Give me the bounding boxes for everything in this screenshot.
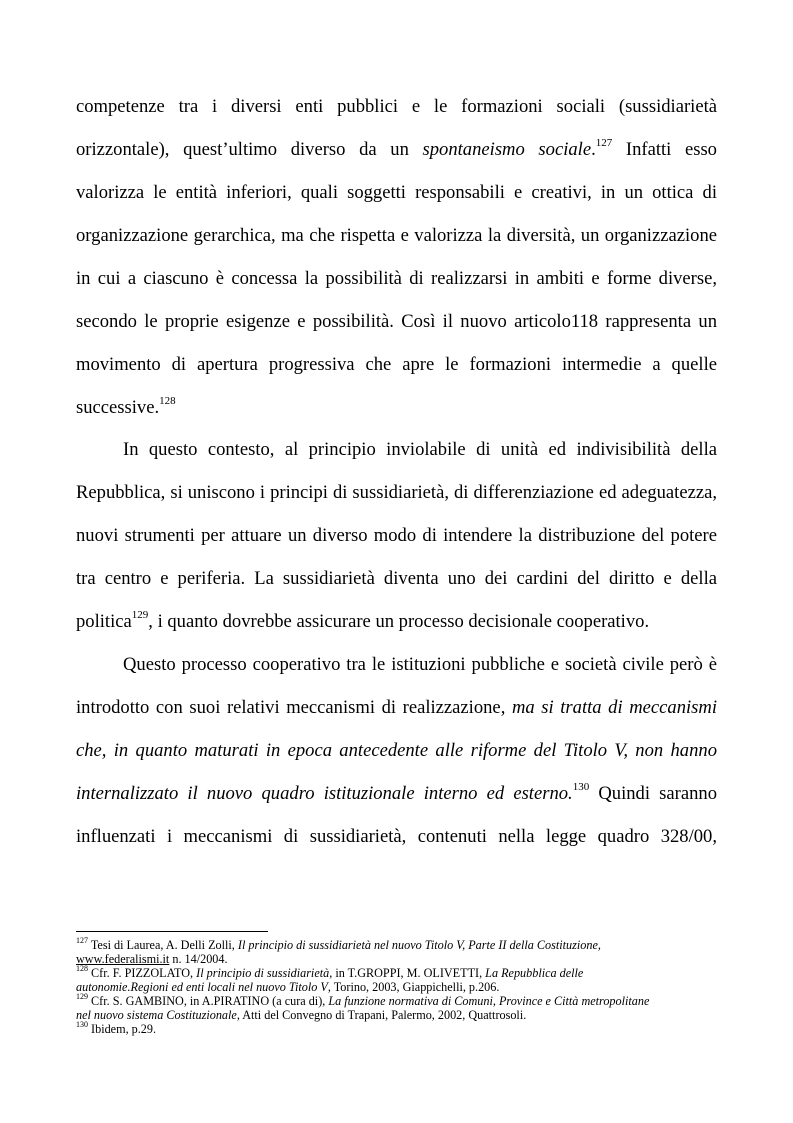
italic-title: autonomie.Regioni ed enti locali nel nuovo Titolo V	[76, 980, 328, 994]
body-line-italic: che, in quanto maturati in epoca antecedente alle riforme del Titolo V, non hanno	[76, 740, 717, 761]
text-span: , Torino, 2003, Giappichelli, p.206.	[327, 980, 500, 994]
footnote-ref-127[interactable]: 127	[595, 136, 613, 149]
body-line	[76, 394, 717, 419]
text-span: , in T.GROPPI, M. OLIVETTI,	[329, 966, 486, 980]
footnote-separator	[76, 931, 268, 932]
body-line	[76, 136, 717, 161]
body-line	[76, 697, 717, 719]
body-line: organizzazione gerarchica, ma che rispetta e valorizza la diversità, un organizzazione	[76, 225, 717, 246]
footnote-130	[76, 1019, 736, 1037]
footnote-number: 130	[76, 1019, 88, 1029]
body-line: Questo processo cooperativo tra le istituzioni pubbliche e società civile però è	[123, 654, 717, 675]
italic-title: Il principio di sussidiarietà nel nuovo Titolo V, Parte II della Costituzione,	[237, 938, 601, 952]
body-line: influenzati i meccanismi di sussidiarietà, contenuti nella legge quadro 328/00,	[76, 826, 717, 847]
footnote-ref-128[interactable]: 128	[159, 394, 176, 407]
text-span: successive.	[76, 397, 160, 418]
footnote-129	[76, 991, 736, 1009]
body-line	[76, 608, 717, 633]
body-line	[76, 780, 718, 805]
footnote-number: 128	[76, 963, 88, 973]
text-span: politica	[76, 611, 132, 632]
text-span: Cfr. S. GAMBINO, in A.PIRATINO (a cura di),	[88, 994, 329, 1008]
text-span: n. 14/2004.	[169, 952, 228, 966]
text-span: Ibidem, p.29.	[88, 1022, 157, 1036]
body-line: tra centro e periferia. La sussidiarietà diventa uno dei cardini del diritto e della	[76, 568, 717, 589]
body-line: valorizza le entità inferiori, quali soggetti responsabili e creativi, in un ottica di	[76, 182, 717, 203]
text-span: introdotto con suoi relativi meccanismi di realizzazione,	[76, 697, 506, 718]
federalismi-link[interactable]: www.federalismi.it	[76, 952, 170, 966]
footnote-ref-129[interactable]: 129	[131, 608, 149, 621]
text-span: , i quanto dovrebbe assicurare un processo decisionale cooperativo.	[148, 611, 650, 632]
footnote-number: 129	[76, 991, 88, 1001]
footnote-ref-130[interactable]: 130	[572, 780, 590, 793]
italic-phrase: ma si tratta di meccanismi	[511, 697, 717, 718]
body-line: In questo contesto, al principio inviolabile di unità ed indivisibilità della	[123, 439, 717, 460]
text-span: .	[591, 139, 596, 160]
body-line: competenze tra i diversi enti pubblici e le formazioni sociali (sussidiarietà	[76, 96, 717, 117]
body-line: movimento di apertura progressiva che apre le formazioni intermedie a quelle	[76, 354, 717, 375]
footnote-127-cont	[76, 953, 736, 967]
body-line: secondo le proprie esigenze e possibilità. Così il nuovo articolo118 rappresenta un	[76, 311, 717, 332]
text-span: Quindi saranno	[589, 783, 718, 804]
italic-title: La funzione normativa di Comuni, Province e Città metropolitane	[328, 994, 650, 1008]
footnote-127	[76, 935, 736, 953]
italic-title: Il principio di sussidiarietà	[196, 966, 330, 980]
footnote-129-cont	[76, 1009, 736, 1023]
text-span: Cfr. F. PIZZOLATO,	[88, 966, 197, 980]
text-span: , Atti del Convegno di Trapani, Palermo, 2002, Quattrosoli.	[236, 1008, 527, 1022]
footnote-number: 127	[76, 935, 88, 945]
body-line: nuovi strumenti per attuare un diverso modo di intendere la distribuzione del potere	[76, 525, 717, 546]
text-span: Tesi di Laurea, A. Delli Zolli,	[88, 938, 238, 952]
text-span: orizzontale), quest’ultimo diverso da un	[76, 139, 409, 160]
text-span: Infatti esso	[612, 139, 717, 160]
italic-phrase: spontaneismo sociale	[422, 139, 592, 160]
footnote-128-cont	[76, 981, 736, 995]
italic-title: nel nuovo sistema Costituzionale	[76, 1008, 237, 1022]
body-line: in cui a ciascuno è concessa la possibilità di realizzarsi in ambiti e forme diverse,	[76, 268, 717, 289]
italic-phrase: internalizzato il nuovo quadro istituzionale interno ed esterno.	[76, 783, 573, 804]
italic-title: La Repubblica delle	[485, 966, 584, 980]
body-line: Repubblica, si uniscono i principi di sussidiarietà, di differenziazione ed adeguatezza,	[76, 482, 717, 503]
footnote-128	[76, 963, 736, 981]
